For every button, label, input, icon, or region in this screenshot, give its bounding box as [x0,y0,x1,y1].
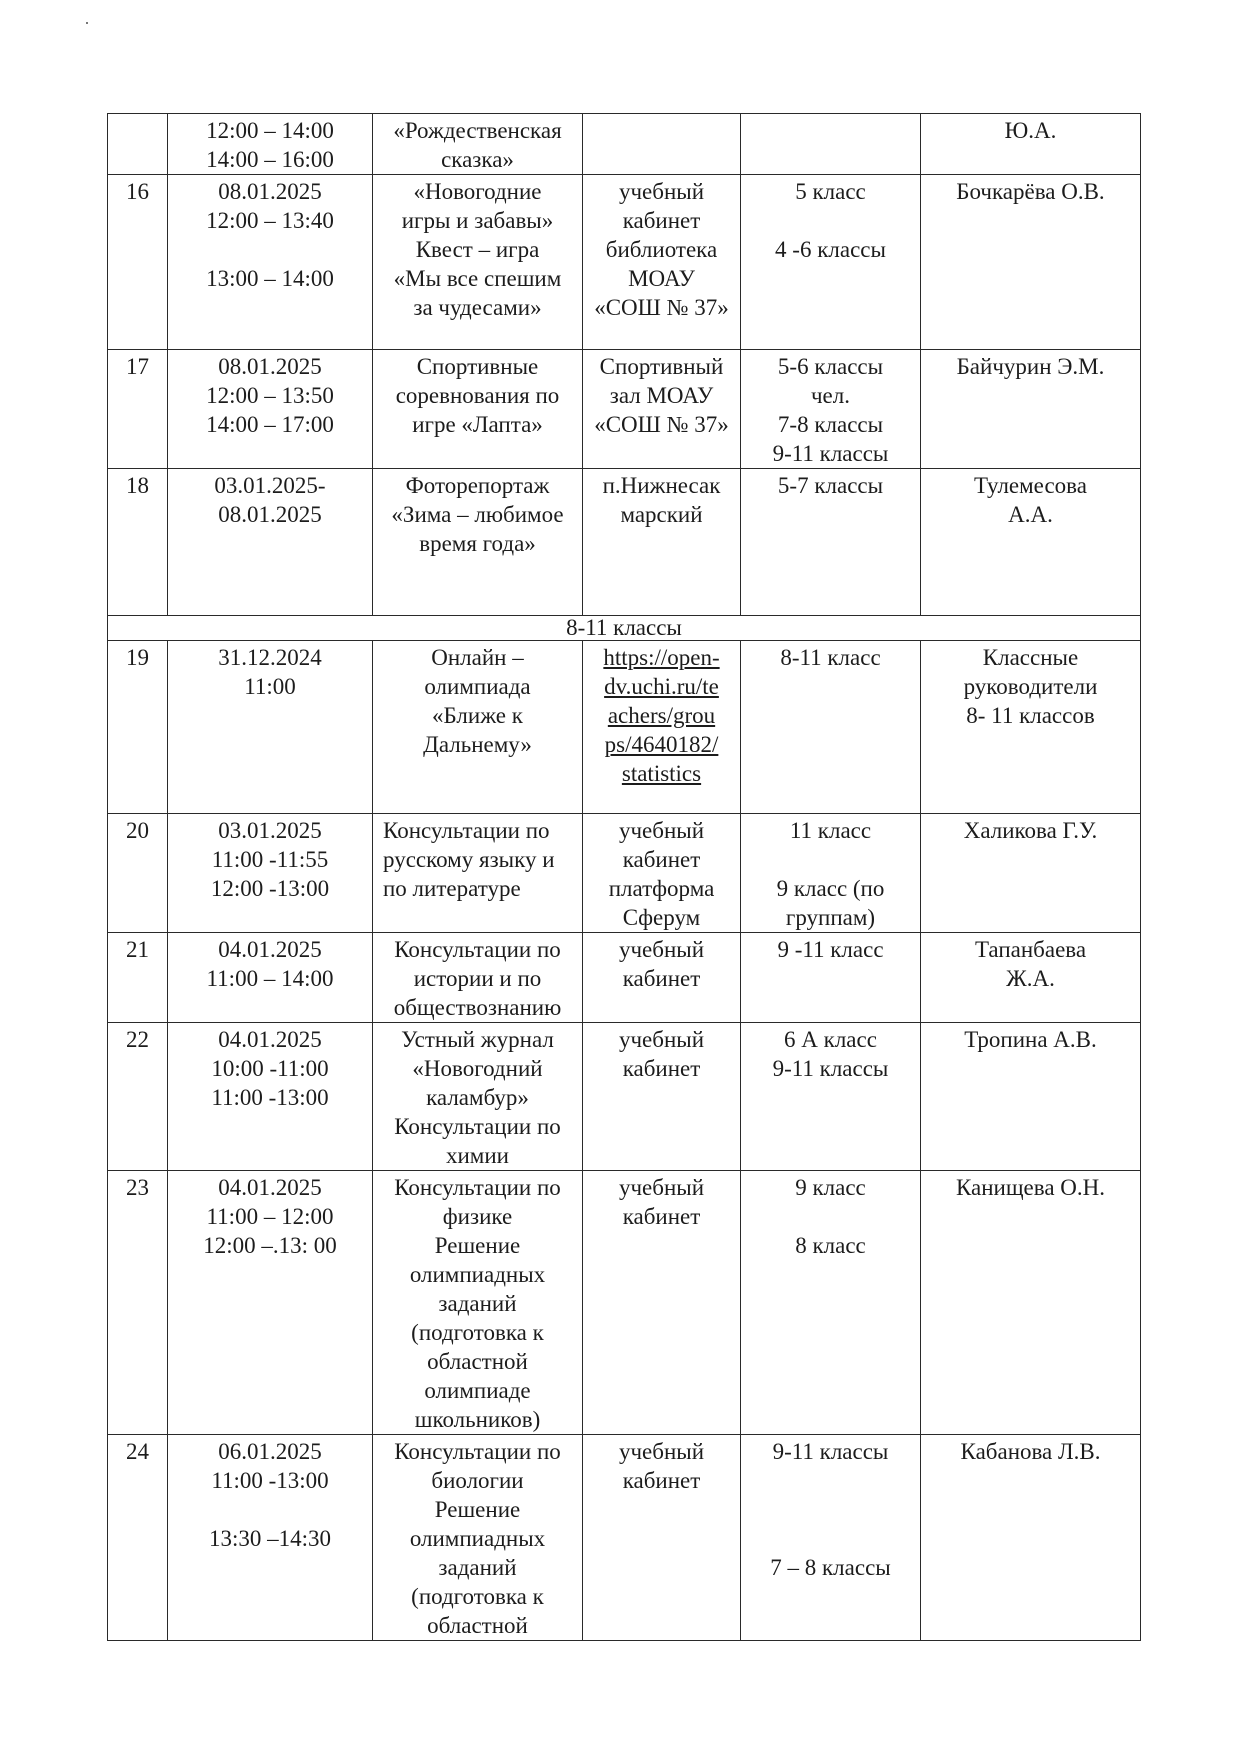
section-header: 8-11 классы [108,616,1141,641]
table-row [108,1435,1141,1641]
row-number: 23 [108,1171,168,1435]
row-participants: 5-7 классы [741,469,921,616]
row-number: 24 [108,1435,168,1641]
row-date-time: 31.12.2024 11:00 [168,641,373,814]
row-date-time: 06.01.2025 11:00 -13:00 13:30 –14:30 [168,1435,373,1641]
table-row [108,1171,1141,1435]
row-participants: 5-6 классы чел. 7-8 классы 9-11 классы [741,350,921,469]
row-participants: 9 -11 класс [741,933,921,1023]
row-responsible: Ю.А. [921,114,1141,175]
table-row [108,175,1141,350]
row-date-time: 03.01.2025 11:00 -11:55 12:00 -13:00 [168,814,373,933]
row-participants: 8-11 класс [741,641,921,814]
row-responsible: Тулемесова А.А. [921,469,1141,616]
row-date-time: 12:00 – 14:00 14:00 – 16:00 [168,114,373,175]
row-number: 16 [108,175,168,350]
row-place: учебный кабинет [583,1435,741,1641]
row-event: Консультации по физике Решение олимпиадных заданий (подготовка к областной олимпиаде школьников) [373,1171,583,1435]
row-place: учебный кабинет платформа Сферум [583,814,741,933]
event-schedule-table [107,113,1141,1641]
row-place: учебный кабинет [583,1171,741,1435]
row-number: 19 [108,641,168,814]
row-date-time: 03.01.2025- 08.01.2025 [168,469,373,616]
row-place: учебный кабинет библиотека МОАУ «СОШ № 37» [583,175,741,350]
row-place [583,114,741,175]
row-responsible: Канищева О.Н. [921,1171,1141,1435]
row-participants: 6 А класс 9-11 классы [741,1023,921,1171]
row-event: «Новогодние игры и забавы» Квест – игра «Мы все спешим за чудесами» [373,175,583,350]
table-row [108,814,1141,933]
row-number: 21 [108,933,168,1023]
row-number: 18 [108,469,168,616]
row-date-time: 04.01.2025 11:00 – 14:00 [168,933,373,1023]
row-date-time: 04.01.2025 11:00 – 12:00 12:00 –.13: 00 [168,1171,373,1435]
row-event: Консультации по истории и по обществознанию [373,933,583,1023]
row-responsible: Тапанбаева Ж.А. [921,933,1141,1023]
row-participants: 9 класс 8 класс [741,1171,921,1435]
row-event: Консультации по русскому языку и по литературе [373,814,583,933]
row-event: Фоторепортаж «Зима – любимое время года» [373,469,583,616]
section-row [108,616,1141,641]
row-place: https://open- dv.uchi.ru/te achers/grou ps/4640182/ statistics [583,641,741,814]
row-responsible: Тропина А.В. [921,1023,1141,1171]
row-place: учебный кабинет [583,1023,741,1171]
row-participants: 9-11 классы 7 – 8 классы [741,1435,921,1641]
row-number [108,114,168,175]
row-place: учебный кабинет [583,933,741,1023]
row-responsible: Халикова Г.У. [921,814,1141,933]
row-event: Спортивные соревнования по игре «Лапта» [373,350,583,469]
row-event: Устный журнал «Новогодний каламбур» Консультации по химии [373,1023,583,1171]
row-participants: 11 класс 9 класс (по группам) [741,814,921,933]
table-row [108,469,1141,616]
row-participants: 5 класс 4 -6 классы [741,175,921,350]
row-date-time: 08.01.2025 12:00 – 13:50 14:00 – 17:00 [168,350,373,469]
row-responsible: Кабанова Л.В. [921,1435,1141,1641]
row-event: Консультации по биологии Решение олимпиадных заданий (подготовка к областной [373,1435,583,1641]
row-place: п.Нижнесак марский [583,469,741,616]
row-number: 17 [108,350,168,469]
row-date-time: 08.01.2025 12:00 – 13:40 13:00 – 14:00 [168,175,373,350]
table-row [108,1023,1141,1171]
row-event: Онлайн – олимпиада «Ближе к Дальнему» [373,641,583,814]
table-row [108,114,1141,175]
row-number: 22 [108,1023,168,1171]
row-place: Спортивный зал МОАУ «СОШ № 37» [583,350,741,469]
row-date-time: 04.01.2025 10:00 -11:00 11:00 -13:00 [168,1023,373,1171]
row-responsible: Классные руководители 8- 11 классов [921,641,1141,814]
row-number: 20 [108,814,168,933]
row-event: «Рождественская сказка» [373,114,583,175]
table-row [108,933,1141,1023]
table-row [108,641,1141,814]
scan-mark [86,22,88,24]
table-row [108,350,1141,469]
row-responsible: Байчурин Э.М. [921,350,1141,469]
row-responsible: Бочкарёва О.В. [921,175,1141,350]
row-participants [741,114,921,175]
